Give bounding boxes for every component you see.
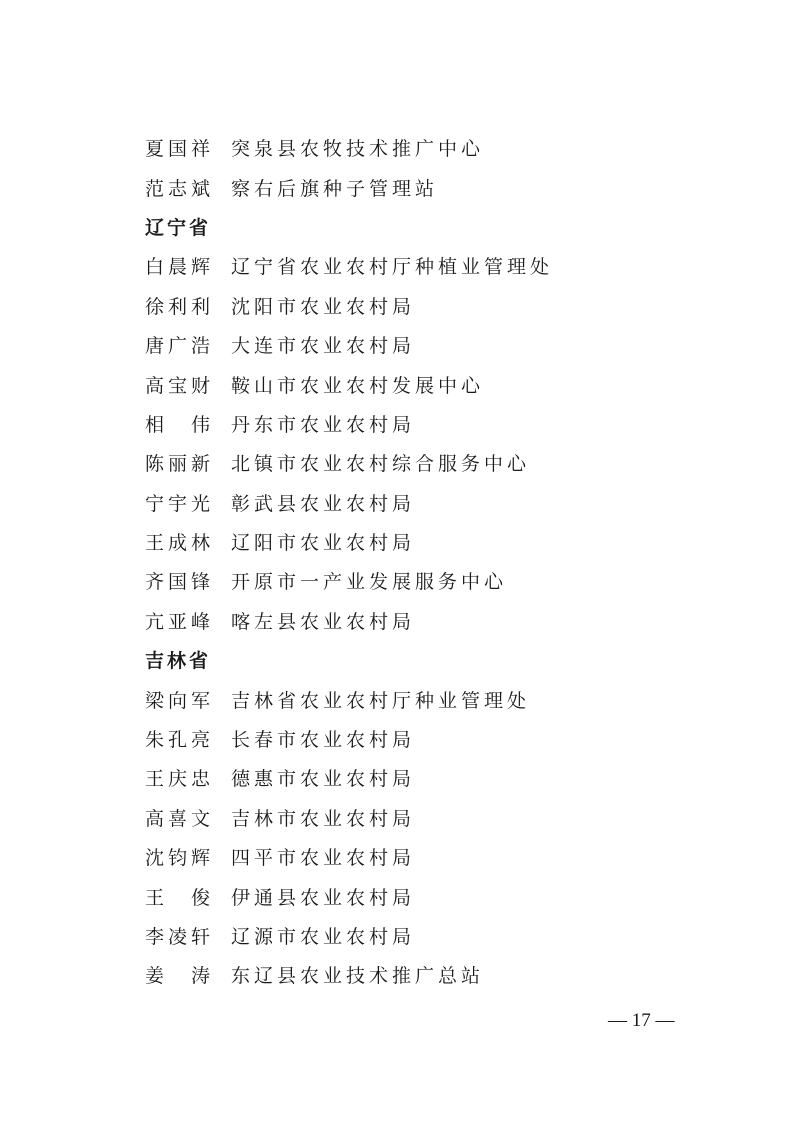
person-row — [145, 483, 705, 522]
person-organization: 吉林市农业农村局 — [231, 807, 416, 830]
person-row — [145, 758, 705, 797]
person-row — [145, 522, 705, 561]
person-row — [145, 443, 705, 482]
person-organization: 德惠市农业农村局 — [231, 768, 416, 791]
person-organization: 辽源市农业农村局 — [231, 926, 416, 948]
person-name: 王 俊 — [145, 886, 215, 909]
person-row — [145, 167, 705, 206]
person-row — [145, 364, 705, 403]
person-row — [145, 561, 705, 600]
person-row — [145, 916, 705, 955]
person-organization: 彰武县农业农村局 — [231, 492, 416, 515]
person-organization: 沈阳市农业农村局 — [231, 295, 416, 318]
person-row — [145, 679, 705, 718]
person-name: 齐国锋 — [145, 571, 215, 594]
person-name: 宁宇光 — [145, 492, 215, 515]
person-organization: 长春市农业农村局 — [231, 729, 416, 752]
person-name: 李凌轩 — [145, 926, 215, 948]
person-organization: 大连市农业农村局 — [231, 335, 416, 358]
person-name: 梁向军 — [145, 689, 215, 712]
person-organization: 丹东市农业农村局 — [231, 413, 416, 436]
person-organization: 北镇市农业农村综合服务中心 — [231, 453, 531, 476]
province-label: 吉林省 — [145, 650, 212, 673]
person-row — [145, 876, 705, 915]
person-name: 王成林 — [145, 532, 215, 555]
person-row — [145, 798, 705, 837]
province-heading — [145, 207, 705, 246]
person-organization: 鞍山市农业农村发展中心 — [231, 374, 485, 397]
person-row — [145, 286, 705, 325]
person-name: 朱孔亮 — [145, 729, 215, 752]
person-row — [145, 719, 705, 758]
person-name: 陈丽新 — [145, 453, 215, 476]
person-name: 唐广浩 — [145, 335, 215, 358]
person-name: 高喜文 — [145, 807, 215, 830]
person-row — [145, 325, 705, 364]
person-name: 王庆忠 — [145, 768, 215, 791]
province-label: 辽宁省 — [145, 216, 212, 239]
person-name: 徐利利 — [145, 295, 215, 318]
person-name: 姜 涛 — [145, 965, 215, 988]
person-organization: 伊通县农业农村局 — [231, 886, 416, 909]
person-name: 夏国祥 — [145, 138, 215, 161]
person-organization: 辽宁省农业农村厅种植业管理处 — [231, 256, 554, 279]
name-list — [145, 128, 705, 995]
person-row — [145, 837, 705, 876]
person-organization: 四平市农业农村局 — [231, 847, 416, 870]
person-name: 亢亚峰 — [145, 610, 215, 633]
person-organization: 突泉县农牧技术推广中心 — [231, 138, 485, 161]
person-name: 沈钧辉 — [145, 847, 215, 870]
person-row — [145, 246, 705, 285]
person-name: 高宝财 — [145, 374, 215, 397]
person-row — [145, 955, 705, 994]
person-name: 白晨辉 — [145, 256, 215, 279]
person-organization: 吉林省农业农村厅种业管理处 — [231, 689, 531, 712]
person-organization: 察右后旗种子管理站 — [231, 177, 439, 200]
page-number: — 17 — — [608, 1010, 675, 1031]
person-row — [145, 404, 705, 443]
person-organization: 东辽县农业技术推广总站 — [231, 965, 485, 988]
person-organization: 喀左县农业农村局 — [231, 610, 416, 633]
person-name: 相 伟 — [145, 413, 215, 436]
person-row — [145, 601, 705, 640]
province-heading — [145, 640, 705, 679]
person-name: 范志斌 — [145, 177, 215, 200]
person-organization: 开原市一产业发展服务中心 — [231, 571, 508, 594]
person-organization: 辽阳市农业农村局 — [231, 532, 416, 555]
person-row — [145, 128, 705, 167]
